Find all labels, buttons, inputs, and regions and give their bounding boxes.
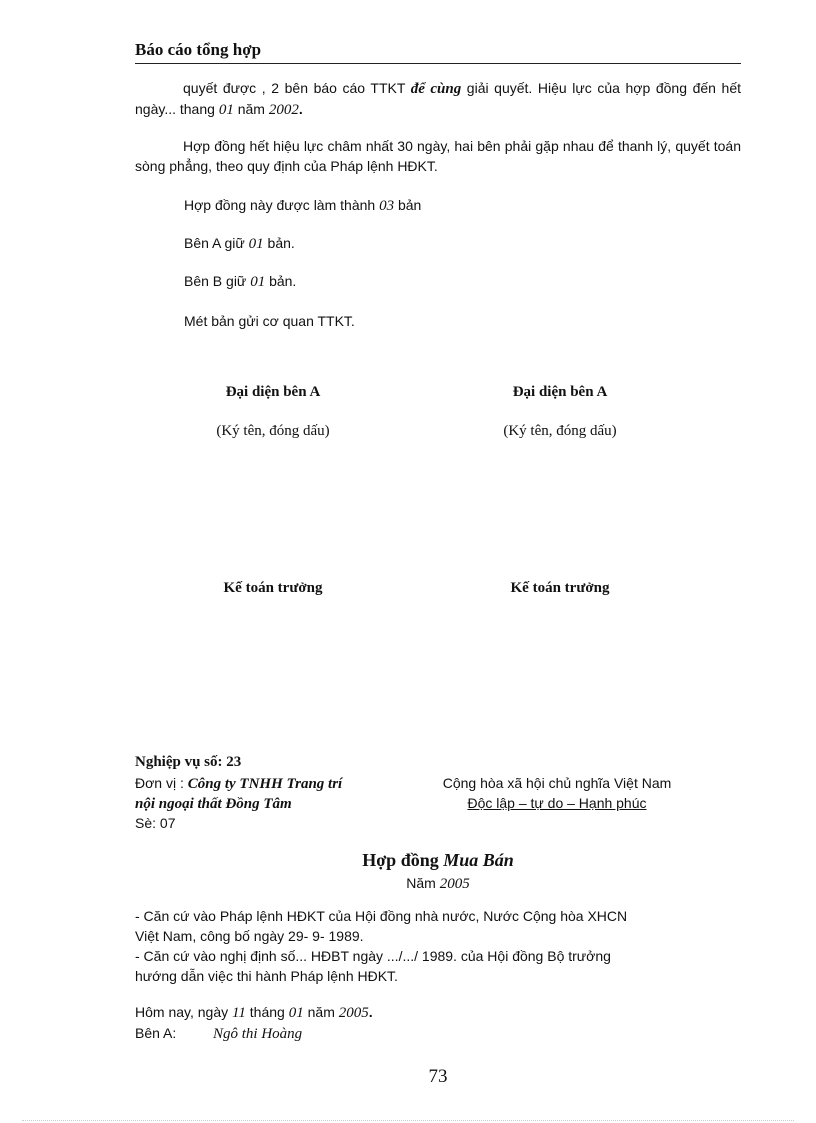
text: Bên A giữ bbox=[184, 235, 249, 251]
number-value: 07 bbox=[159, 815, 176, 831]
paragraph-liquidation: Hợp đồng hết hiệu lực châm nhất 30 ngày, hai bên phải gặp nhau để thanh lý, quyết toán sòng phẳng, theo quy định của Pháp lệnh HĐKT. bbox=[135, 138, 741, 174]
contract-year bbox=[135, 874, 741, 893]
ttkt-copy: Mét bản gửi cơ quan TTKT. bbox=[184, 313, 355, 329]
contract-title bbox=[135, 850, 741, 871]
party-a-label: Bên A: bbox=[135, 1025, 177, 1041]
unit-name: Công ty TNHH Trang trí bbox=[187, 776, 343, 792]
copies-line bbox=[184, 196, 421, 215]
year-label: Năm bbox=[406, 875, 440, 891]
basis-line-1: - Căn cứ vào Pháp lệnh HĐKT của Hội đồng nhà nước, Nước Cộng hòa XHCN bbox=[135, 908, 628, 924]
basis-line-4: hướng dẫn việc thi hành Pháp lệnh HĐKT. bbox=[135, 968, 398, 984]
text: . bbox=[298, 101, 303, 117]
date-day: 11 bbox=[232, 1005, 246, 1021]
text: Hợp đồng này được làm thành bbox=[184, 197, 380, 213]
text-emphasis: để cùng bbox=[410, 81, 462, 97]
date-line bbox=[135, 1003, 373, 1022]
republic-title: Cộng hòa xã hội chủ nghĩa Việt Nam bbox=[442, 775, 672, 791]
date-month: 01 bbox=[288, 1005, 304, 1021]
motto-text: Độc lập – tự do – Hạnh phúc bbox=[467, 795, 647, 811]
unit-line bbox=[135, 774, 342, 793]
signature-right-note: (Ký tên, đóng dấu) bbox=[503, 423, 617, 439]
text: tháng bbox=[245, 1004, 289, 1020]
party-a-name: Ngô thi Hoàng bbox=[213, 1026, 303, 1042]
side-b-copies bbox=[184, 272, 296, 291]
text-count: 03 bbox=[379, 198, 395, 214]
text: bản. bbox=[265, 273, 297, 289]
contract-title-b: Mua Bán bbox=[443, 850, 514, 870]
text-day: 01 bbox=[218, 102, 234, 118]
side-a-copies bbox=[184, 234, 295, 253]
signature-right-title: Đại diện bên A bbox=[512, 384, 608, 400]
text: quyết được , 2 bên báo cáo TTKT bbox=[183, 80, 411, 96]
number-label: Sè: bbox=[135, 815, 160, 831]
national-motto bbox=[412, 794, 702, 812]
document-number bbox=[135, 814, 175, 832]
accountant-right: Kế toán trưởng bbox=[510, 580, 610, 596]
text: bản bbox=[394, 197, 422, 213]
page-bottom-divider bbox=[22, 1120, 794, 1121]
basis-line-3: - Căn cứ vào nghị định số... HĐBT ngày .../.../ 1989. của Hội đồng Bộ trưởng bbox=[135, 948, 611, 964]
text: . bbox=[368, 1004, 373, 1020]
header-title: Báo cáo tổng hợp bbox=[135, 40, 262, 59]
basis-line-2: Việt Nam, công bố ngày 29- 9- 1989. bbox=[135, 928, 364, 944]
text: giải quyết. Hiệu lực của hợp đồng đến hết ngày... thang bbox=[135, 80, 741, 117]
text: bản. bbox=[263, 235, 295, 251]
text: Hôm nay, ngày bbox=[135, 1004, 233, 1020]
text-count: 01 bbox=[250, 274, 266, 290]
text-count: 01 bbox=[248, 236, 264, 252]
paragraph-validity bbox=[135, 78, 741, 120]
unit-name-continued bbox=[135, 794, 292, 813]
text: Bên B giữ bbox=[184, 273, 251, 289]
unit-name-2: nội ngoại thất Đồng Tâm bbox=[135, 796, 292, 812]
page-number: 73 bbox=[428, 1066, 448, 1087]
text: năm bbox=[303, 1004, 339, 1020]
year-value: 2005 bbox=[439, 876, 470, 892]
contract-title-a: Hợp đồng bbox=[362, 850, 444, 870]
unit-label: Đơn vị : bbox=[135, 775, 188, 791]
transaction-number: Nghiệp vụ số: 23 bbox=[135, 754, 242, 770]
signature-left-note: (Ký tên, đóng dấu) bbox=[216, 423, 330, 439]
party-a-line bbox=[135, 1024, 302, 1043]
text-year: 2002 bbox=[268, 102, 299, 118]
accountant-left: Kế toán trưởng bbox=[223, 580, 323, 596]
signature-left-title: Đại diện bên A bbox=[225, 384, 321, 400]
text: năm bbox=[233, 101, 269, 117]
header-divider bbox=[135, 63, 741, 64]
date-year: 2005 bbox=[338, 1005, 369, 1021]
